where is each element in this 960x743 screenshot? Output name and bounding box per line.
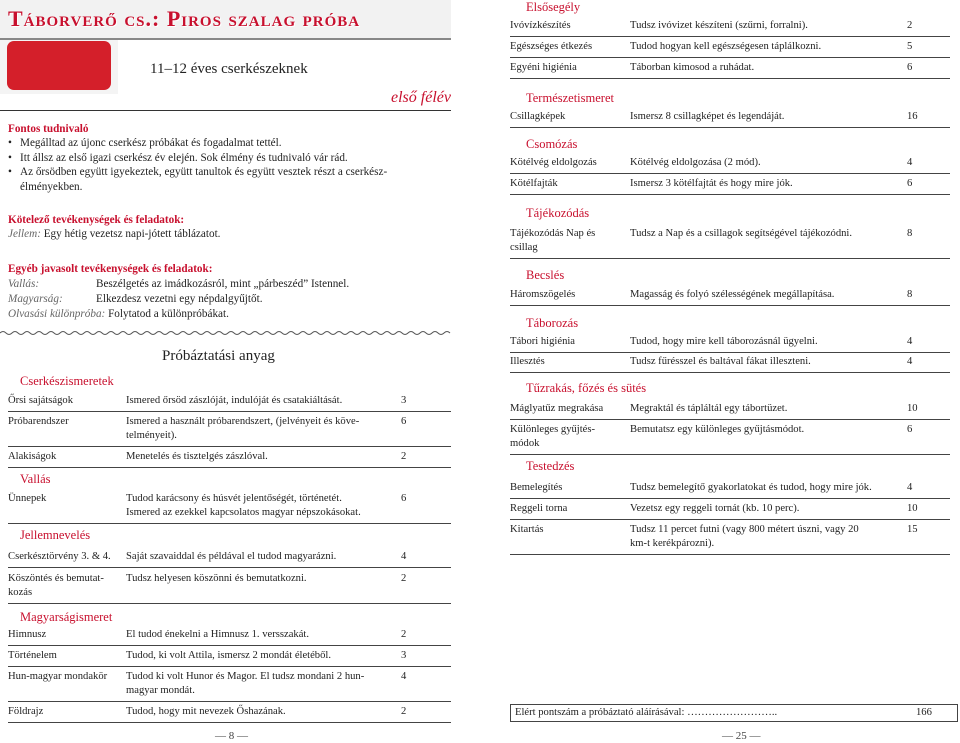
exam-heading: Próbáztatási anyag xyxy=(162,348,275,364)
table-row xyxy=(510,227,950,259)
row-points: 4 xyxy=(907,482,913,493)
table-row xyxy=(8,492,451,524)
row-label: Ünnepek xyxy=(8,493,47,504)
table-row xyxy=(510,402,950,420)
section-heading: Becslés xyxy=(526,268,565,282)
row-points: 10 xyxy=(907,503,918,514)
row-points: 5 xyxy=(907,41,913,52)
title-band xyxy=(0,0,451,40)
other-item xyxy=(8,307,448,322)
table-row xyxy=(8,450,451,468)
table-row xyxy=(510,61,950,79)
row-points: 16 xyxy=(907,111,918,122)
row-text: km-t kerékpározni). xyxy=(630,538,715,549)
table-row xyxy=(510,423,950,455)
row-text: Megraktál és tápláltál egy tábortüzet. xyxy=(630,403,788,414)
row-points: 6 xyxy=(907,424,913,435)
row-label: Történelem xyxy=(8,650,57,661)
section-heading: Jellemnevelés xyxy=(20,528,91,542)
row-label: Tábori higiénia xyxy=(510,336,576,347)
row-text: Tudod, hogy mit nevezek Őshazának. xyxy=(126,706,286,717)
list-item: • Az őrsödben együtt igyekeztek, együtt tanultok és együtt vesztek részt a cserkész-élményekben. xyxy=(8,165,448,194)
semester-label: első félév xyxy=(391,89,451,106)
row-label: Köszöntés és bemutat- xyxy=(8,573,104,584)
row-points: 2 xyxy=(401,629,407,640)
row-text: Kötélvég eldolgozása (2 mód). xyxy=(630,157,761,168)
row-points: 4 xyxy=(907,336,913,347)
table-row xyxy=(510,481,950,499)
row-points: 8 xyxy=(907,289,913,300)
row-points: 15 xyxy=(907,524,918,535)
row-points: 4 xyxy=(401,551,407,562)
row-points: 6 xyxy=(401,493,407,504)
other-item xyxy=(8,292,448,307)
total-score-value: 166 xyxy=(916,707,932,718)
row-text: Ismered őrsöd zászlóját, indulóját és csatakiáltását. xyxy=(126,395,343,406)
section-heading: Testedzés xyxy=(526,459,575,473)
row-text: Magasság és folyó szélességének megállapítása. xyxy=(630,289,835,300)
mandatory-text: Egy hétig vezetsz napi-jótett táblázatot. xyxy=(40,228,221,240)
section-heading: Magyarságismeret xyxy=(20,610,113,624)
table-row xyxy=(8,394,451,412)
table-row xyxy=(510,156,950,174)
table-row xyxy=(8,415,451,447)
row-text: Vezetsz egy reggeli tornát (kb. 10 perc). xyxy=(630,503,800,514)
row-label: Alakiságok xyxy=(8,451,57,462)
section-heading: Csomózás xyxy=(526,137,578,151)
row-label: Ivóvízkészítés xyxy=(510,20,571,31)
row-label: módok xyxy=(510,438,540,449)
table-row xyxy=(510,19,950,37)
row-label: Csillagképek xyxy=(510,111,566,122)
other-label: Vallás: xyxy=(8,278,40,290)
age-group: 11–12 éves cserkészeknek xyxy=(150,61,308,77)
row-text: Tudsz 11 percet futni (vagy 800 métert úszni, vagy 20 xyxy=(630,524,859,535)
row-label: Kötélvég eldolgozás xyxy=(510,157,597,168)
table-row xyxy=(510,502,950,520)
row-text: Tudod, ki volt Attila, ismersz 2 mondát életéből. xyxy=(126,650,331,661)
table-row xyxy=(510,523,950,555)
row-label: Reggeli torna xyxy=(510,503,568,514)
table-row xyxy=(510,335,950,353)
row-points: 6 xyxy=(907,62,913,73)
row-text: Ismered a használt próbarendszert, (jelvényeit és köve- xyxy=(126,416,360,427)
row-points: 4 xyxy=(401,671,407,682)
mandatory-item xyxy=(8,227,220,242)
table-row xyxy=(8,572,451,604)
row-label: Cserkésztörvény 3. & 4. xyxy=(8,551,111,562)
other-label: Olvasási különpróba: xyxy=(8,308,106,320)
row-label: kozás xyxy=(8,587,33,598)
row-text: Tudod ki volt Hunor és Magor. El tudsz mondani 2 hun- xyxy=(126,671,365,682)
table-row xyxy=(8,670,451,702)
other-text: Elkezdesz vezetni egy népdalgyűjtőt. xyxy=(96,293,263,305)
row-text: Tudsz helyesen köszönni és bemutatkozni. xyxy=(126,573,307,584)
row-points: 4 xyxy=(907,157,913,168)
row-points: 3 xyxy=(401,650,407,661)
row-label: Egyéni higiénia xyxy=(510,62,577,73)
page-number: — 8 — xyxy=(215,730,248,742)
left-page xyxy=(0,0,460,743)
list-item: • Megálltad az újonc cserkész próbákat és fogadalmat tettél. xyxy=(8,136,448,151)
red-ribbon-icon xyxy=(7,41,111,90)
section-heading: Táborozás xyxy=(526,316,579,330)
row-label: Kötélfajták xyxy=(510,178,558,189)
wavy-divider xyxy=(0,330,451,336)
row-label: Földrajz xyxy=(8,706,44,717)
row-points: 6 xyxy=(401,416,407,427)
table-row xyxy=(8,649,451,667)
page-title: Táborverő cs.: Piros szalag próba xyxy=(8,6,361,31)
row-text: Ismersz 3 kötélfajtát és hogy mire jók. xyxy=(630,178,793,189)
row-text: Táborban kimosod a ruhádat. xyxy=(630,62,755,73)
table-row xyxy=(510,355,950,373)
row-label: Egészséges étkezés xyxy=(510,41,593,52)
section-heading: Elsősegély xyxy=(526,0,581,14)
mandatory-heading: Kötelező tevékenységek és feladatok: xyxy=(8,214,185,226)
row-text: Ismered az ezekkel kapcsolatos magyar népszokásokat. xyxy=(126,507,361,518)
other-item xyxy=(8,277,448,292)
table-row xyxy=(8,628,451,646)
table-row xyxy=(510,40,950,58)
row-label: Illesztés xyxy=(510,356,545,367)
section-heading: Természetismeret xyxy=(526,91,614,105)
row-text: El tudod énekelni a Himnusz 1. versszakát. xyxy=(126,629,309,640)
row-label: Háromszögelés xyxy=(510,289,576,300)
table-row xyxy=(510,288,950,306)
info-heading: Fontos tudnivaló xyxy=(8,123,89,135)
row-text: Tudod, hogy mire kell táborozásnál ügyelni. xyxy=(630,336,818,347)
row-text: Saját szavaiddal és példával el tudod magyarázni. xyxy=(126,551,337,562)
section-heading: Cserkészismeretek xyxy=(20,374,114,388)
mandatory-label: Jellem: xyxy=(8,228,41,240)
row-label: Tájékozódás Nap és xyxy=(510,228,596,239)
row-label: csillag xyxy=(510,242,538,253)
row-text: Tudsz bemelegítő gyakorlatokat és tudod, hogy mire jók. xyxy=(630,482,872,493)
table-row xyxy=(8,705,451,723)
row-text: Menetelés és tisztelgés zászlóval. xyxy=(126,451,268,462)
row-text: Bemutatsz egy különleges gyűjtásmódot. xyxy=(630,424,805,435)
header-rule xyxy=(0,110,451,111)
row-points: 4 xyxy=(907,356,913,367)
row-text: Tudsz a Nap és a csillagok segítségével tájékozódni. xyxy=(630,228,853,239)
row-text: telményeit). xyxy=(126,430,177,441)
info-list xyxy=(8,136,448,194)
row-points: 2 xyxy=(907,20,913,31)
other-label: Magyarság: xyxy=(8,293,63,305)
row-text: Tudod hogyan kell egészségesen táplálkozni. xyxy=(630,41,822,52)
row-label: Kitartás xyxy=(510,524,544,535)
row-points: 2 xyxy=(401,706,407,717)
right-page xyxy=(500,0,960,743)
other-text: Beszélgetés az imádkozásról, mint „párbeszéd” Istennel. xyxy=(96,278,350,290)
table-row xyxy=(510,110,950,128)
other-text: Folytatod a különpróbákat. xyxy=(105,308,229,320)
total-score-label: Elért pontszám a próbáztató aláírásával: …………………….. xyxy=(515,707,778,718)
row-points: 10 xyxy=(907,403,918,414)
row-label: Különleges gyűjtés- xyxy=(510,424,596,435)
page-number: — 25 — xyxy=(722,730,761,742)
row-text: Ismersz 8 csillagképet és legendáját. xyxy=(630,111,785,122)
row-text: magyar mondát. xyxy=(126,685,195,696)
row-label: Őrsi sajátságok xyxy=(8,395,74,406)
row-label: Himnusz xyxy=(8,629,47,640)
row-label: Hun-magyar mondakör xyxy=(8,671,108,682)
row-points: 2 xyxy=(401,573,407,584)
row-text: Tudsz fűrésszel és baltával fákat illeszteni. xyxy=(630,356,811,367)
row-label: Máglyatűz megrakása xyxy=(510,403,604,414)
row-points: 3 xyxy=(401,395,407,406)
section-heading: Vallás xyxy=(20,472,51,486)
table-row xyxy=(8,550,451,568)
row-text: Tudsz ivóvizet készíteni (szűrni, forralni). xyxy=(630,20,808,31)
row-text: Tudod karácsony és húsvét jelentőségét, történetét. xyxy=(126,493,342,504)
row-points: 2 xyxy=(401,451,407,462)
other-heading: Egyéb javasolt tevékenységek és feladatok: xyxy=(8,263,213,275)
list-item: • Itt állsz az első igazi cserkész év elején. Sok élmény és tudnivaló vár rád. xyxy=(8,151,448,166)
row-label: Próbarendszer xyxy=(8,416,69,427)
section-heading: Tájékozódás xyxy=(526,206,590,220)
total-score-box xyxy=(510,704,958,722)
row-points: 6 xyxy=(907,178,913,189)
table-row xyxy=(510,177,950,195)
row-points: 8 xyxy=(907,228,913,239)
row-label: Bemelegítés xyxy=(510,482,563,493)
section-heading: Tűzrakás, főzés és sütés xyxy=(526,381,647,395)
